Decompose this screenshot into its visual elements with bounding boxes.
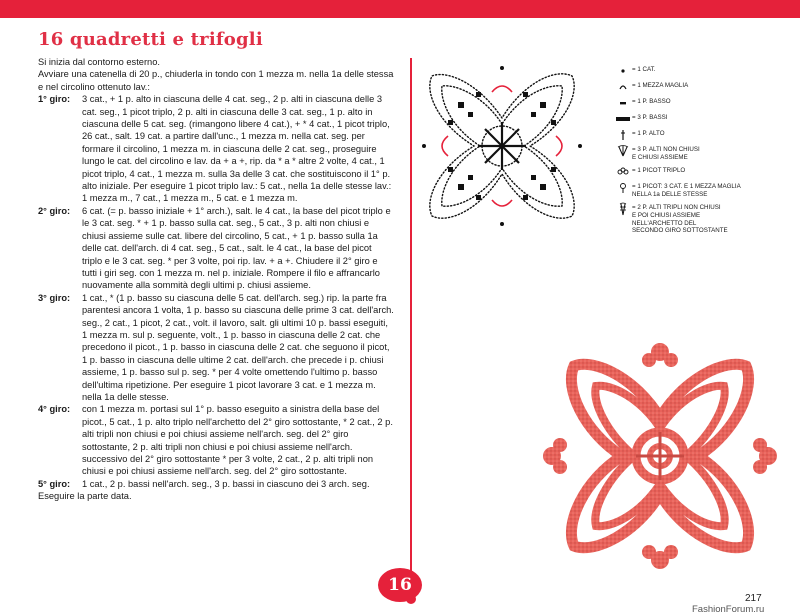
instructions-text — [38, 56, 394, 503]
legend-text: = 1 CAT. — [632, 66, 656, 73]
legend-text: = 2 P. ALTI TRIPLI NON CHIUSI E POI CHIUSI ASSIEME NELL'ARCHETTO DEL SECONDO GIRO SOTTOSTANTE — [632, 204, 728, 235]
cluster-icon — [614, 146, 632, 156]
legend-row — [614, 66, 794, 76]
symbol-legend — [614, 66, 794, 241]
round-5 — [38, 478, 394, 490]
intro-line: Si inizia dal contorno esterno. — [38, 57, 160, 67]
intro-line: Avviare una catenella di 20 p., chiuderla in tondo con 1 mezza m. nella 1a delle stessa e nel circolino ottenuto lav.: — [38, 69, 394, 92]
legend-row — [614, 167, 794, 177]
legend-text: = 1 PICOT TRIPLO — [632, 167, 686, 175]
triple-bar-icon — [614, 114, 632, 124]
outro-line: Eseguire la parte data. — [38, 491, 132, 502]
page-title: 16 quadretti e trifogli — [38, 29, 263, 50]
round-label: 4° giro: — [38, 404, 71, 415]
legend-row — [614, 98, 794, 108]
dot-icon — [614, 66, 632, 76]
crochet-chart-diagram — [418, 62, 586, 230]
round-text: 1 cat., 2 p. bassi nell'arch. seg., 3 p. bassi in ciascuno dei 3 arch. seg. — [82, 478, 370, 489]
round-text: con 1 mezza m. portasi sul 1° p. basso eseguito a sinistra della base del picot., 5 cat., 1 p. alto triplo nell'archetto del 2° giro sottostante, * 2 cat., 2 p. alti tripli non chiusi e poi chiusi assieme nell'arch. seg. del 2° giro sottostante, 2 p. alti tripli non chiusi e poi chiusi assieme nell'arch. successivo del 2° giro sottostante * per 3 volte, 2 cat., 2 p. alti tripli non chiusi e poi chiusi assieme nell'arch. seg. del 2° giro sottostante. — [82, 404, 393, 477]
legend-text: = 1 P. ALTO — [632, 130, 665, 137]
chapter-badge: 16 — [378, 568, 422, 602]
round-label: 3° giro: — [38, 292, 71, 303]
watermark-text: FashionForum.ru — [692, 604, 765, 615]
legend-text: = 1 MEZZA MAGLIA — [632, 82, 689, 89]
legend-text: = 1 P. BASSO — [632, 98, 671, 105]
round-2 — [38, 205, 394, 292]
cross-icon — [614, 130, 632, 140]
arc-icon — [614, 82, 632, 92]
round-text: 1 cat., * (1 p. basso su ciascuna delle 5 cat. dell'arch. seg.) rip. la parte fra parentesi ancora 1 volta, 1 p. basso su ciascuna delle prime 3 cat. dell'arch. seg., 2 cat., 1 picot, 2 cat., volt. il lavoro, salt. gli ultimi 10 p. bassi eseguiti, 1 mezza m. sul p. seguente, volt., 1 p. basso in ciascuna delle 2 cat. che precedono il picot., 1 p. basso in ciascuna delle 2 cat. che seguono il picot, 1 p. basso in ciascuna delle ultime 2 cat. dell'arch. che precede i p. chiusi assieme, 1 p. basso sul p. seg. * per 4 volte omettendo l'ultimo p. basso dell'ultima ripetizione. Per eseguire 1 picot lavorare 3 cat. e 1 mezza m. nella 1a delle stesse. — [82, 292, 394, 402]
round-1 — [38, 93, 394, 205]
legend-text: = 3 P. ALTI NON CHIUSI E CHIUSI ASSIEME — [632, 146, 700, 161]
legend-row — [614, 114, 794, 124]
round-label: 5° giro: — [38, 478, 71, 489]
legend-row — [614, 130, 794, 140]
column-divider — [410, 58, 412, 598]
motif-photo — [540, 340, 780, 572]
legend-row — [614, 146, 794, 161]
legend-row — [614, 183, 794, 198]
round-4 — [38, 403, 394, 477]
legend-row — [614, 204, 794, 234]
round-3 — [38, 292, 394, 404]
round-label: 1° giro: — [38, 94, 71, 105]
double-treble-icon — [614, 204, 632, 214]
legend-text: = 3 P. BASSI — [632, 114, 668, 121]
page-number: 217 — [745, 593, 762, 604]
round-text: 6 cat. (= p. basso iniziale + 1° arch.), salt. le 4 cat., la base del picot triplo e le 3 cat. seg. * + 1 p. basso sulla cat. seg., 5 cat., 3 p. alti non chiusi e chiusi assieme sulle cat. libere del circolino, 5 cat., + 1 p. basso sulla 1a delle cat. dell'arch. di 4 cat. seg., 5 cat., salt. le 4 cat., la base del picot triplo e le 3 cat. seg. * per 3 volte, poi rip. lav. + a +. Chiudere il 2° giro e tutti i giri seg. con 1 mezza m. nel p. iniziale. Rompere il filo e affrancarlo nuovamente alla sommità degli ultimi p. chiusi assieme. — [82, 205, 391, 291]
picot-icon — [614, 183, 632, 193]
legend-text: = 1 PICOT: 3 CAT. E 1 MEZZA MAGLIA NELLA 1a DELLE STESSE — [632, 183, 741, 198]
bar-icon — [614, 98, 632, 108]
round-text: 3 cat., + 1 p. alto in ciascuna delle 4 cat. seg., 2 p. alti in ciascuna delle 3 cat. seg., 1 picot triplo, 2 p. alti in ciascuna delle 3 cat. seg., 1 p. alto in ciascuna delle 5 cat. seg. (rimangono libere 4 cat.), + * 4 cat., 1 picot triplo, 26 cat., salt. 19 cat. a partire dall'unc., 1 mezza m. nella cat. seg. per formare il circolino, 1 mezza m. in ciascuna delle 2 cat. seg., proseguire lungo le cat. del circolino e lav. da + a +, rip. da * a * altre 2 volte, 4 cat., 1 picot triplo, 4 cat., 1 mezza m. sulla 3a delle 3 cat. che sostituiscono il 1° p. alto iniziale. Per eseguire 1 picot triplo lav.: 5 cat., nella 1a delle stesse lav.: 1 mezza m., 7 cat., 1 mezza m., 5 cat. e 1 mezza m. — [82, 94, 392, 204]
legend-row — [614, 82, 794, 92]
triple-picot-icon — [614, 167, 632, 177]
top-accent-bar — [0, 0, 800, 18]
round-label: 2° giro: — [38, 205, 71, 216]
